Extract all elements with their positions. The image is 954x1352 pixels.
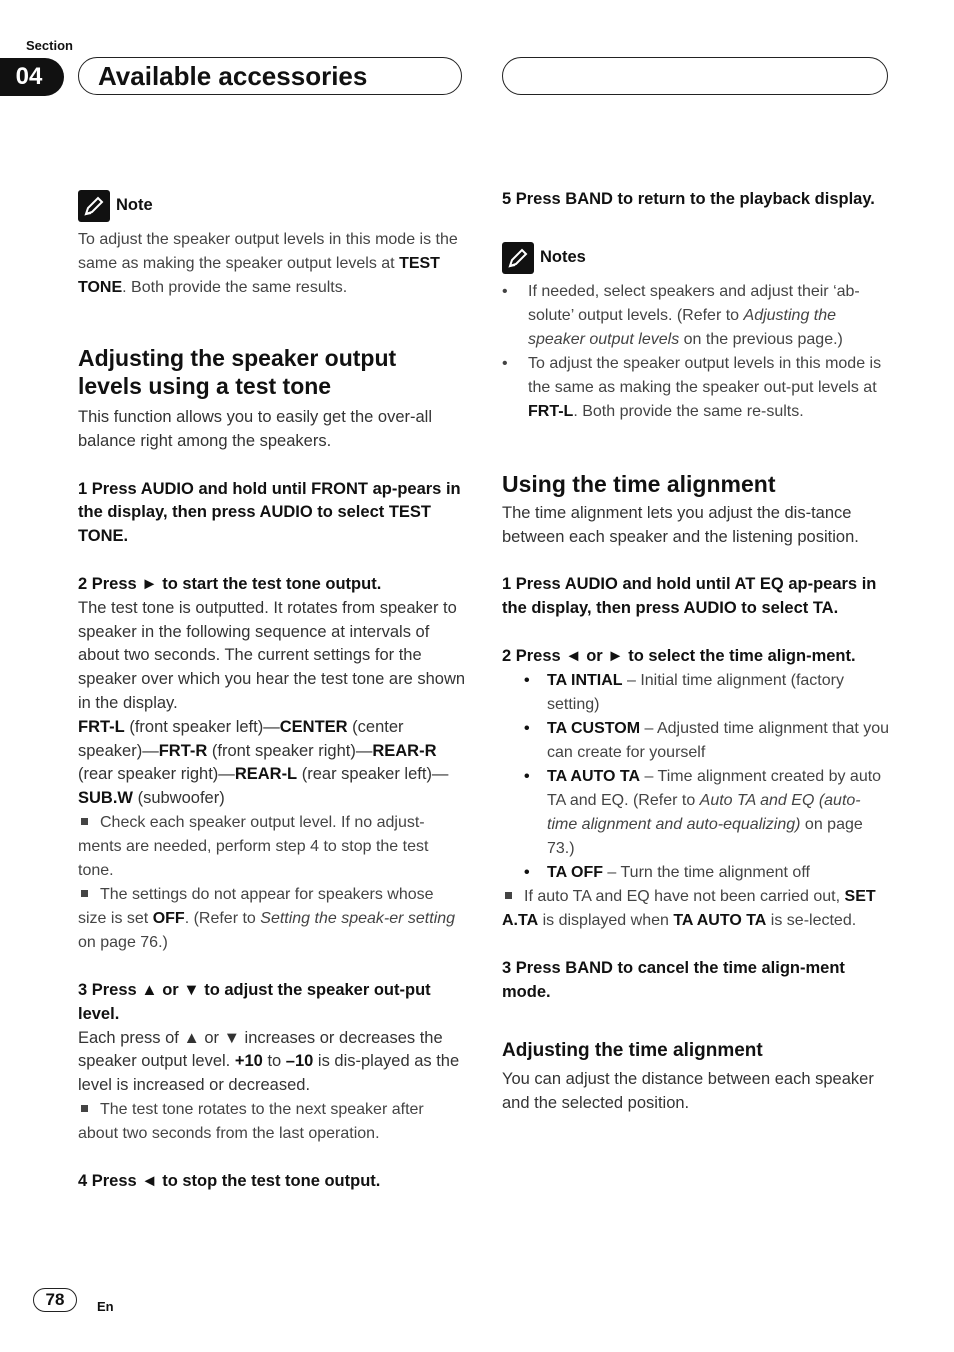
page-number: 78 — [33, 1288, 77, 1312]
opt3-end: on page 73.) — [547, 815, 863, 857]
opt2-desc: – Adjusted time alignment that you can create for yourself — [547, 719, 890, 761]
square-bullet-icon — [81, 890, 88, 897]
seq-frtr-desc: (front speaker right)— — [207, 741, 373, 760]
square-note-3 — [78, 1098, 466, 1146]
step-4: 4 Press ◄ to stop the test tone output. — [78, 1171, 381, 1190]
notes-list — [502, 280, 890, 424]
ta-option-auto — [502, 765, 890, 861]
ta-sq-d: TA AUTO TA — [673, 911, 767, 929]
step3-b: +10 — [234, 1052, 263, 1071]
section-heading-time-alignment: Using the time alignment — [502, 470, 776, 497]
step-2: 2 Press ► to start the test tone output. — [78, 574, 382, 593]
ta-step-3: 3 Press BAND to cancel the time align-ment mode. — [502, 958, 845, 1001]
speaker-sequence — [78, 716, 466, 811]
n1-a: If needed, select speakers and adjust their ‘ab-solute’ output levels. (Refer to — [528, 282, 860, 324]
page-title: Available accessories — [98, 61, 368, 91]
time-alignment-intro: The time alignment lets you adjust the dis-tance between each speaker and the listening position. — [502, 503, 859, 546]
ta-square-note — [502, 885, 890, 933]
pencil-note-icon — [502, 242, 534, 274]
language-label: En — [97, 1299, 114, 1314]
opt3-desc: – Time alignment created by auto TA and EQ. (Refer to — [547, 767, 882, 809]
opt4-desc: – Turn the time alignment off — [602, 863, 810, 881]
seq-rearl-desc: (rear speaker left)— — [297, 765, 449, 784]
note-text-bold: TEST TONE — [78, 255, 440, 296]
seq-frtr: FRT-R — [158, 741, 208, 760]
n2-b: FRT-L — [528, 402, 574, 420]
seq-center-desc: (center speaker)— — [78, 717, 404, 760]
header-empty-frame — [502, 57, 888, 95]
section-label: Section — [26, 38, 73, 53]
seq-frtl-desc: (front speaker left)— — [124, 717, 280, 736]
ta-sq-a: If auto TA and EQ have not been carried out, — [524, 887, 845, 905]
ta-option-initial — [502, 669, 890, 717]
seq-rearr-desc: (rear speaker right)— — [78, 765, 235, 784]
note-text-a: To adjust the speaker output levels in this mode is the same as making the speaker output levels at — [78, 231, 458, 272]
ta-option-custom — [502, 717, 890, 765]
seq-subw-desc: (subwoofer) — [133, 789, 225, 808]
note-heading-label: Note — [116, 196, 153, 215]
note-text-b: . Both provide the same results. — [122, 279, 348, 296]
step-2-body: The test tone is outputted. It rotates from speaker to speaker in the following sequence at intervals of about two seconds. The current settings for the speaker over which you hear the test tone are shown in the display. — [78, 598, 466, 712]
ta-sq-b: SET A.TA — [502, 887, 876, 929]
seq-frtl: FRT-L — [78, 717, 125, 736]
step-3-body — [78, 1027, 466, 1098]
step3-e: is dis-played as the level is increased or decreased. — [78, 1052, 460, 1095]
note-text — [78, 228, 466, 300]
ta-options-list — [502, 669, 890, 885]
seq-rearl: REAR-L — [234, 765, 298, 784]
seq-center: CENTER — [279, 717, 348, 736]
sq2-d: Setting the speak-er setting — [260, 909, 456, 927]
pencil-note-icon — [78, 190, 110, 222]
ta-option-off — [502, 861, 890, 885]
notes-heading-label: Notes — [540, 247, 586, 266]
note-heading — [78, 190, 466, 222]
square-bullet-icon — [81, 818, 88, 825]
opt4-key: TA OFF — [547, 863, 603, 881]
ta-sq-e: is se-lected. — [766, 911, 857, 929]
sq2-b: OFF — [152, 909, 185, 927]
notes-heading — [502, 242, 890, 274]
ta-sq-c: is displayed when — [538, 911, 674, 929]
step-1: 1 Press AUDIO and hold until FRONT ap-pears in the display, then press AUDIO to select TEST TONE. — [78, 479, 461, 546]
section-number-badge: 04 — [0, 58, 64, 96]
square-note-2 — [78, 883, 466, 955]
opt3-ref: Auto TA and EQ (auto-time alignment and auto-equalizing) — [547, 791, 861, 833]
subheading-adjusting-time-alignment: Adjusting the time alignment — [502, 1040, 763, 1062]
square-note-1 — [78, 811, 466, 883]
n2-a: To adjust the speaker output levels in this mode is the same as making the speaker out-put levels at — [528, 354, 882, 396]
notes-item-2 — [502, 352, 890, 424]
step-3: 3 Press ▲ or ▼ to adjust the speaker out-put level. — [78, 980, 431, 1023]
step3-d: –10 — [285, 1052, 314, 1071]
opt2-key: TA CUSTOM — [547, 719, 641, 737]
left-column — [78, 190, 466, 1194]
square-note-1-text: Check each speaker output level. If no adjust-ments are needed, perform step 4 to stop the test tone. — [78, 813, 429, 879]
opt1-key: TA INTIAL — [547, 671, 623, 689]
seq-subw: SUB.W — [78, 789, 133, 808]
square-bullet-icon — [81, 1105, 88, 1112]
right-column — [502, 188, 890, 1116]
n1-c: on the previous page.) — [679, 330, 843, 348]
n1-b: Adjusting the speaker output levels — [528, 306, 837, 348]
sq2-c: . (Refer to — [184, 909, 261, 927]
test-tone-intro: This function allows you to easily get the over-all balance right among the speakers. — [78, 408, 433, 450]
section-heading-test-tone: Adjusting the speaker output levels using a test tone — [78, 345, 397, 399]
adjusting-time-alignment-body: You can adjust the distance between each speaker and the selected position. — [502, 1070, 874, 1113]
square-note-3-text: The test tone rotates to the next speaker after about two seconds from the last operation. — [78, 1100, 424, 1142]
opt3-key: TA AUTO TA — [547, 767, 641, 785]
sq2-e: on page 76.) — [78, 933, 168, 951]
seq-rearr: REAR-R — [372, 741, 437, 760]
step3-c: to — [262, 1052, 286, 1071]
square-bullet-icon — [505, 892, 512, 899]
notes-item-1 — [502, 280, 890, 352]
sq2-a: The settings do not appear for speakers whose size is set — [78, 885, 434, 927]
ta-step-1: 1 Press AUDIO and hold until AT EQ ap-pears in the display, then press AUDIO to select TA. — [502, 575, 877, 618]
step-5: 5 Press BAND to return to the playback display. — [502, 190, 875, 208]
step3-a: Each press of ▲ or ▼ increases or decreases the speaker output level. — [78, 1028, 443, 1071]
opt1-desc: – Initial time alignment (factory setting) — [547, 671, 844, 713]
n2-c: . Both provide the same re-sults. — [573, 402, 804, 420]
ta-step-2: 2 Press ◄ or ► to select the time align-ment. — [502, 646, 856, 665]
